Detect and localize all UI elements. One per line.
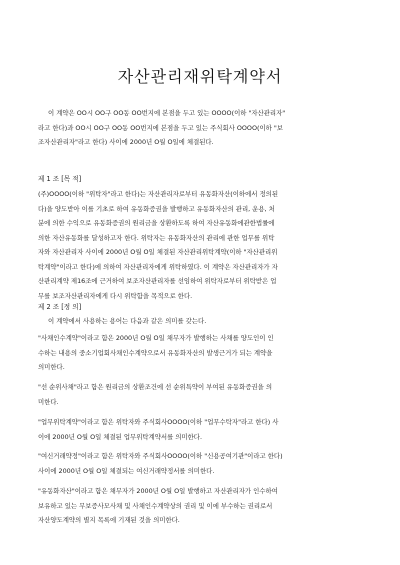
definition-item (38, 331, 368, 375)
intro-line: 이 계약은 OO시 OO구 OO동 OO번지에 본점을 두고 있는 OOOO(이하 "자산관리자" (48, 109, 286, 117)
article-1-body (38, 187, 368, 303)
definition-line: 수하는 내용의 중소기업회사채인수계약으로서 유동화자산의 발생근거가 되는 계약을 (38, 348, 273, 357)
article-2-intro-line: 이 계약에서 사용하는 용어는 다음과 같은 의미를 갖는다. (48, 317, 207, 325)
article-1-line: 자와 자산관리자 사이에 2000년 O월 O일 체결된 자산관리위탁계약(이하 "자산관리위 (38, 248, 278, 256)
article-1-line: 다)을 양도받아 이를 기초로 하여 유동화증권을 발행하고 유동화자산의 관리, 운용, 처 (38, 204, 275, 213)
article-2-heading: 제 2 조 [정 의] (38, 303, 82, 311)
definition-item (38, 415, 368, 444)
article-1-line: (주)OOOO(이하 "위탁자"라고 한다)는 자산관리자로부터 유동화자산(이하에서 정의된 (38, 190, 278, 198)
definition-line: 사이에 2000년 O월 O일 체결되는 여신거래약정서를 의미한다. (38, 466, 215, 475)
intro-paragraph (38, 106, 368, 150)
definition-line: "유동화자산"이라고 함은 채무자가 2000년 O월 O일 발행하고 자산관리자가 인수하여 (38, 487, 278, 495)
definition-line: "사채인수계약"이라고 함은 2000년 O월 O일 채무자가 발행하는 사채를 양도인이 인 (38, 334, 274, 342)
intro-line: 조자산관리자"라고 한다) 사이에 2000년 O월 O일에 체결된다. (38, 138, 214, 146)
definition-line: "업무위탁계약"이라고 함은 위탁자와 주식회사OOOO(이하 "업무수탁자"라고 한다) 사 (38, 418, 279, 426)
definition-line: 의미한다. (38, 363, 65, 371)
article-1-line: 산관리계약 제16조에 근거하여 보조자산관리자를 선임하여 위탁자로부터 위탁받은 업 (38, 277, 277, 285)
definition-item (38, 484, 368, 528)
article-1-line: 분에 의한 수익으로 유동화증권의 원리금을 상환하도록 하여 자산유동화에관한법률에 (38, 219, 275, 227)
document-title: 자산관리재위탁계약서 (117, 67, 283, 86)
article-2-intro (38, 314, 368, 329)
article-1-heading: 제 1 조 [목 적] (38, 175, 82, 183)
article-1-line: 탁계약"이라고 한다)에 의하여 자산관리자에게 위탁하였다. 이 계약은 자산관리자가 자 (38, 262, 278, 271)
definition-line: 보유하고 있는 무보증사모사채 및 사채인수계약상의 권리 및 이에 부수하는 권리로서 (38, 501, 273, 510)
definition-line: 미한다. (38, 397, 59, 406)
definition-line: "선 순위사채"라고 함은 원리금의 상환조건에 선 순위특약이 부여된 유동화증권을 의 (38, 383, 273, 391)
definition-line: 자산양도계약의 별지 목록에 기재된 것을 의미한다. (38, 516, 180, 524)
definition-item (38, 449, 368, 478)
definition-line: 이에 2000년 O월 O일 체결된 업무위탁계약서를 의미한다. (38, 432, 203, 441)
intro-line: 라고 한다)과 OO시 OO구 OO동 OO번지에 본점을 두고 있는 주식회사 OOOO(이하 "보 (38, 123, 283, 132)
definition-item (38, 380, 368, 409)
definition-line: "여신거래약정"이라고 함은 위탁자와 주식회사OOOO(이하 "신용공여기관"이라고 한다) (38, 452, 283, 460)
article-1-line: 무를 보조자산관리자에게 다시 위탁함을 목적으로 한다. (38, 291, 193, 300)
article-1-line: 의한 자산유동화를 달성하고자 한다. 위탁자는 유동화자산의 관리에 관한 업무를 위탁 (38, 233, 275, 242)
